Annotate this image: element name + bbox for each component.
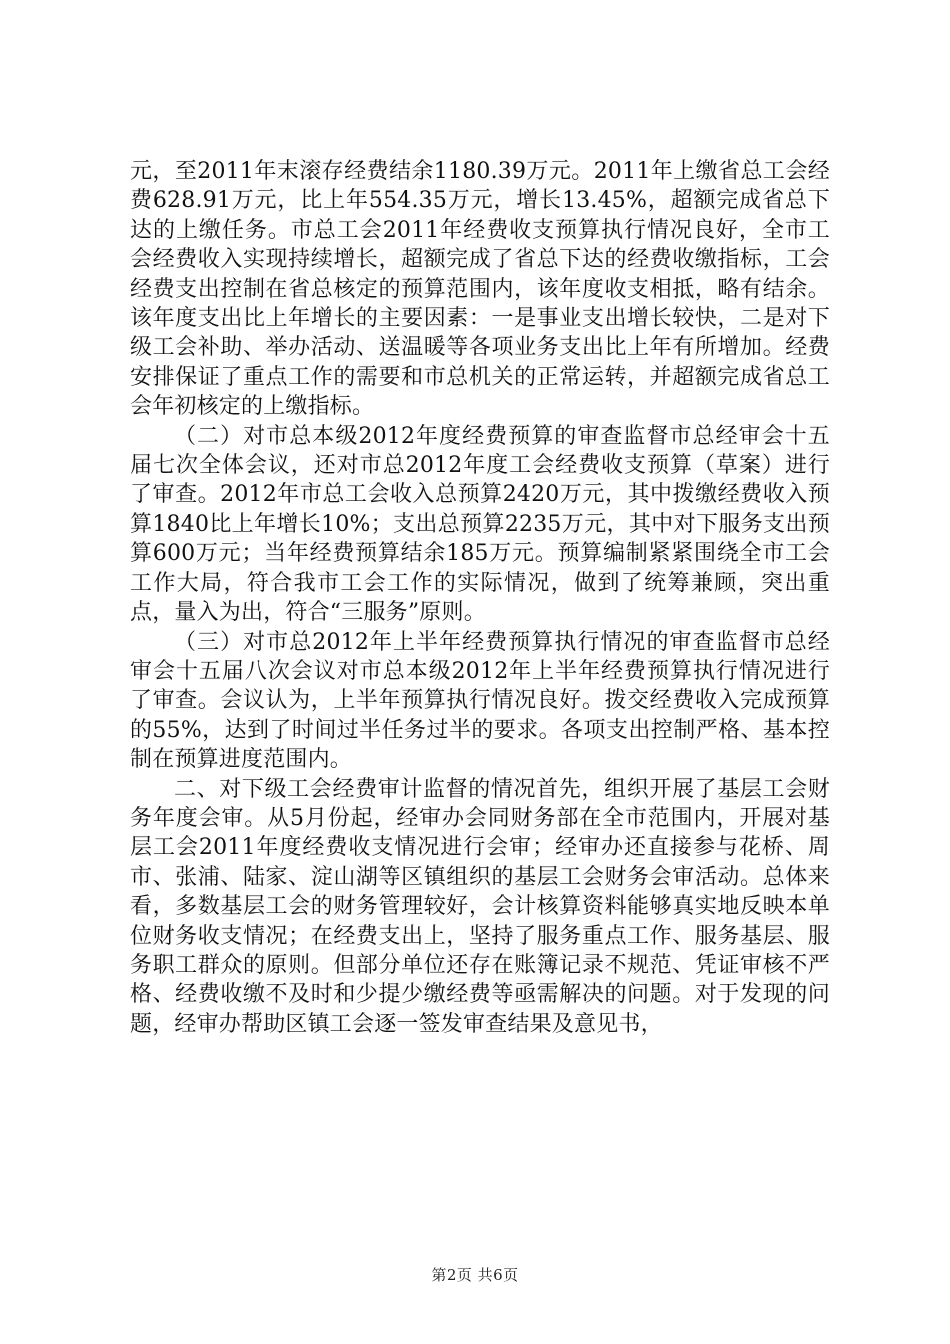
body-paragraph: 二、对下级工会经费审计监督的情况首先，组织开展了基层工会财务年度会审。从5月份起，经审办会同财务部在全市范围内，开展对基层工会2011年度经费收支情况进行会审；经审办还直接参与花桥、周市、张浦、陆家、淀山湖等区镇组织的基层工会财务会审活动。总体来看，多数基层工会的财务管理较好，会计核算资料能够真实地反映本单位财务收支情况；在经费支出上，坚持了服务重点工作、服务基层、服务职工群众的原则。但部分单位还存在账簿记录不规范、凭证审核不严格、经费收缴不及时和少提少缴经费等亟需解决的问题。对于发现的问题，经审办帮助区镇工会逐一签发审查结果及意见书，: [130, 776, 830, 1037]
body-paragraph: （二）对市总本级2012年度经费预算的审查监督市总经审会十五届七次全体会议，还对市总2012年度工会经费收支预算（草案）进行了审查。2012年市总工会收入总预算2420万元，其中拨缴经费收入预算1840比上年增长10%；支出总预算2235万元，其中对下服务支出预算600万元；当年经费预算结余185万元。预算编制紧紧围绕全市工会工作大局，符合我市工会工作的实际情况，做到了统筹兼顾，突出重点，量入为出，符合“三服务”原则。: [130, 423, 830, 626]
body-paragraph: （三）对市总2012年上半年经费预算执行情况的审查监督市总经审会十五届八次会议对市总本级2012年上半年经费预算执行情况进行了审查。会议认为，上半年预算执行情况良好。拨交经费收入完成预算的55%，达到了时间过半任务过半的要求。各项支出控制严格、基本控制在预算进度范围内。: [130, 629, 830, 773]
body-paragraph: 元，至2011年末滚存经费结余1180.39万元。2011年上缴省总工会经费628.91万元，比上年554.35万元，增长13.45%，超额完成省总下达的上缴任务。市总工会2011年经费收支预算执行情况良好，全市工会经费收入实现持续增长，超额完成了省总下达的经费收缴指标，工会经费支出控制在省总核定的预算范围内，该年度收支相抵，略有结余。该年度支出比上年增长的主要因素：一是事业支出增长较快，二是对下级工会补助、举办活动、送温暖等各项业务支出比上年有所增加。经费安排保证了重点工作的需要和市总机关的正常运转，并超额完成省总工会年初核定的上缴指标。: [130, 159, 830, 420]
document-body: [130, 157, 830, 1039]
page-number-footer: 第2页 共6页: [431, 1266, 519, 1284]
